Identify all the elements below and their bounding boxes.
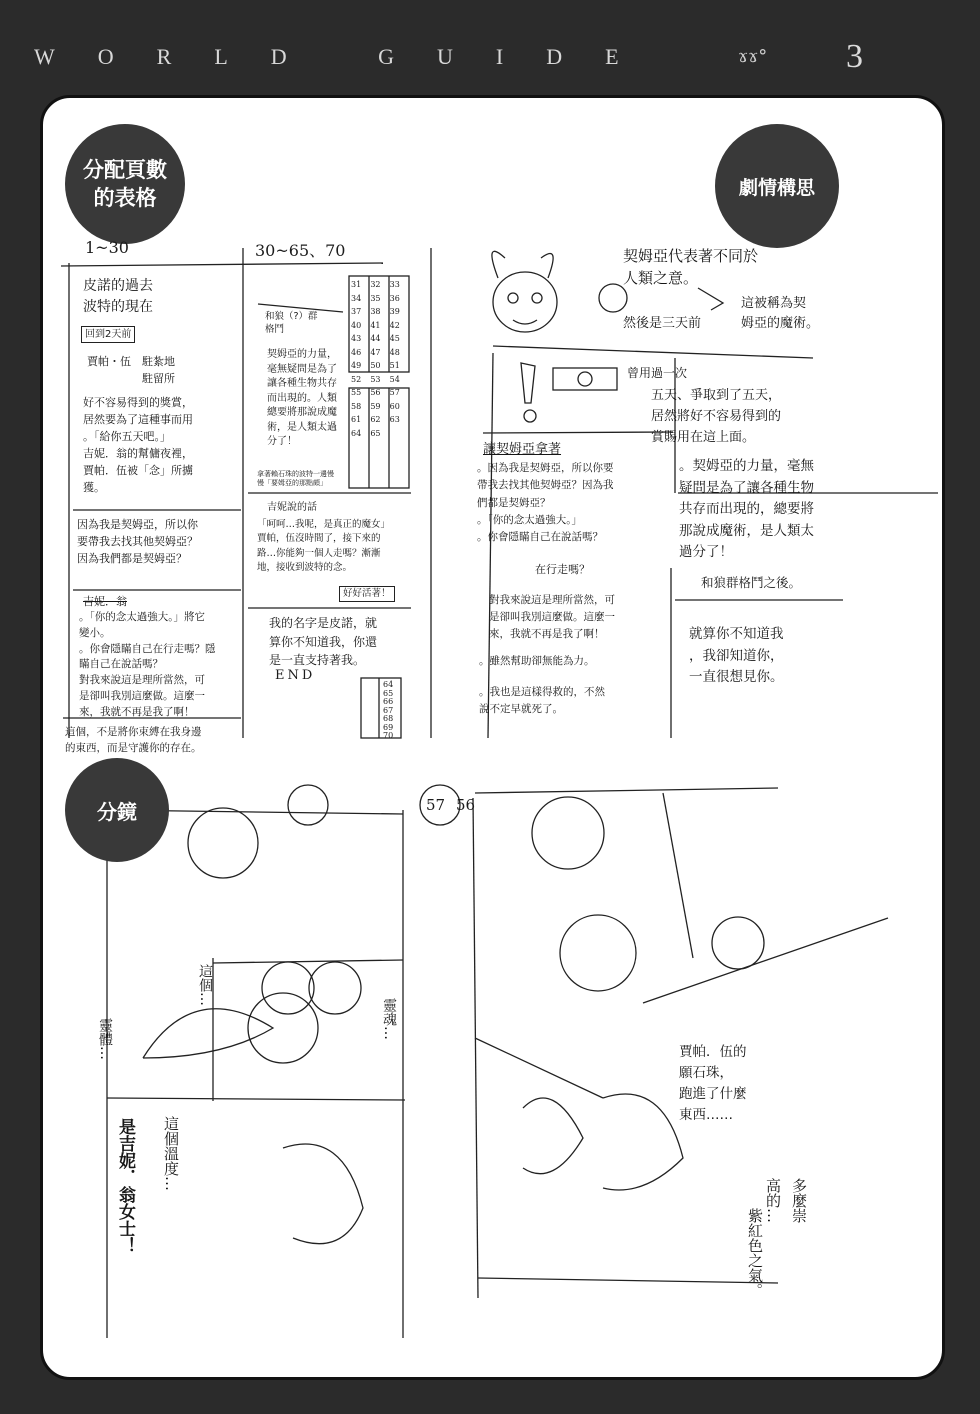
grid-number: 63 [389,415,400,424]
grid-number: 62 [370,415,381,424]
flashback-tag: 回到2天前 [81,326,135,343]
grid-number: 57 [389,388,400,397]
magic-label: 這被稱為契 姆亞的魔術。 [741,296,820,331]
station-text: 賈帕・伍 駐紮地 駐留所 [87,355,175,385]
grid-number: 39 [389,307,400,316]
col2-quote: 「呵呵…我呢，是真正的魔女」 賈帕，伍沒時間了，接下來的 路…你能夠一個人走嗎？漸漸 地，接收到波特的念。 [257,519,391,573]
grid-number: 61 [351,415,362,424]
grid-number: 47 [370,347,381,357]
col2-power: 契姆亞的力量， 毫無疑問是為了 讓各種生物共存 而出現的。人類 總要將那說成魔 術，是人類太過 分了！ [267,349,337,447]
dialog-spirit-body: 靈體… [97,1018,113,1060]
col2-good: 好好活著！ [339,586,395,602]
grid-number: 38 [370,307,381,316]
grid-number: 49 [351,361,362,370]
saved-text: 。我也是這樣得救的，不然 說不定早就死了。 [479,686,605,715]
help-text: 。雖然幫助卻無能為力。 [479,655,595,667]
grid-number: 36 [389,293,400,303]
grid-number: 55 [351,388,362,397]
col1-end: 這個，不是將你束縛在我身邊 的東西，而是守護你的存在。 [65,726,202,755]
grid-number: 40 [351,320,362,330]
content-sheet [40,95,945,1380]
take-heading: 讓契姆亞拿著 [483,442,562,457]
grid-number: 46 [351,347,362,357]
take-body2: 對我來說這是理所當然，可 是卻叫我別這麼做。這麼一 來，我就不再是我了啊！ [489,594,615,640]
three-days-before: 然後是三天前 [623,316,702,331]
grid-number: 48 [389,347,400,357]
col2-name: 我的名字是皮諾，就 算你不知道我，你還 是一直支持著我。 [269,616,378,668]
dialog-high: 高的… [764,1178,782,1223]
grid-number: 68 [383,714,394,723]
grid-number: 58 [351,401,362,411]
range-label-1: 1~30 [85,238,129,257]
number-grid-2 [383,681,401,741]
number-grid-1 [351,278,409,440]
badge-page-table: 分配頁數 的表格 [65,124,185,244]
badge-plot-ideas: 劇情構思 [715,124,839,248]
grid-number: 56 [370,388,381,397]
grid-number: 51 [389,361,400,370]
grid-number: 70 [383,731,394,740]
grid-number: 60 [389,401,400,411]
grid-number: 34 [351,293,362,303]
walking-text: 在行走嗎？ [535,563,590,576]
grid-number: 67 [383,705,394,715]
after-fight: 和狼群格鬥之後。 [701,575,802,590]
header-title: WORLD GUIDE [34,44,662,69]
col1-question: 因為我是契姆亞，所以你 要帶我去找其他契姆亞？ 因為我們都是契姆亞？ [77,518,198,566]
grid-number: 54 [389,374,400,384]
even-if-text: 就算你不知道我 ，我卻知道你， 一直很想見你。 [689,626,784,686]
col1-body2: 。「你的念太過強大。」將它 變小。 。你會隱瞞自己在行走嗎？隱 瞞自己在說話嗎？ 對我來說這是理所當然，可 是卻叫我別這麼做。這麼一 來，我就不再是我了啊！ [79,611,216,718]
grid-number: 37 [351,307,362,316]
chimera-meaning: 契姆亞代表著不同於 人類之意。 [623,247,759,287]
header-ornament-icon: ɤɤ° [738,46,768,67]
grid-number: 50 [370,361,381,370]
badge-storyboard: 分鏡 [65,758,169,862]
grid-number: 42 [389,320,400,330]
dialog-so-noble: 多麼崇 [790,1178,808,1223]
storyboard-page-56: 56 [456,796,476,814]
grid-number: 65 [383,688,394,698]
dialog-purple: 紫紅色之氣。 [746,1208,764,1298]
grid-number: 59 [370,401,381,411]
grid-number: 66 [383,697,394,706]
grid-number: 43 [351,334,362,343]
grid-number: 45 [389,334,400,343]
col2-small-note: 拿著賴石珠的波特一邊慢 慢「要姆亞的那點頗」 [257,470,334,488]
col1-ginny: 吉妮．翁 [83,595,127,608]
dialog-soul: 靈魂… [381,998,397,1040]
page-header [0,0,980,96]
grid-number: 64 [351,428,362,438]
take-body: 。因為我是契姆亞，所以你要 帶我去找其他契姆亞？因為我 們都是契姆亞？ 。「你的念太過強大。」 。你會隱瞞自己在說話嗎？ [477,462,614,544]
grid-number: 31 [351,280,362,289]
power-text: 。契姆亞的力量，毫無 疑問是為了讓各種生物 共存而出現的，總要將 那說成魔術，是人類太 過分了！ [679,458,814,561]
grid-number: 64 [383,680,394,689]
dialog-is-ginny: 是吉妮．翁女士！ [115,1118,135,1254]
col2-end: END [275,668,316,683]
used-once: 曾用過一次 [627,366,688,380]
five-days: 五天、爭取到了五天， 居然將好不容易得到的 賞賜用在這上面。 [651,388,782,445]
range-label-2: 30~65、70 [255,241,346,260]
grid-number: 52 [351,374,362,384]
wish-stone-caption: 賈帕．伍的 願石珠， 跑進了什麼 東西…… [679,1044,747,1123]
grid-number: 33 [389,280,400,289]
grid-number: 41 [370,320,381,330]
col2-fight: 和狼（?）群 格鬥 [265,311,318,336]
grid-number: 69 [383,722,394,732]
storyboard-page-57: 57 [426,796,446,814]
grid-number: 44 [370,334,381,343]
page-number: 3 [846,38,863,75]
grid-number: 35 [370,293,381,303]
grid-number: 53 [370,374,381,384]
grid-number: 65 [370,428,381,438]
dialog-this: 這個… [197,964,213,1006]
dialog-this-temp: 這個溫度… [162,1116,180,1191]
col2-ginny-said: 吉妮說的話 [267,502,317,513]
col1-body: 好不容易得到的獎賞， 居然要為了這種事而用 。「給你五天吧。」 吉妮．翁的幫傭夜裡， 賈帕．伍被「念」所擄 獲。 [83,396,193,495]
col1-title: 皮諾的過去 波特的現在 [83,278,153,315]
grid-number: 32 [370,280,381,289]
